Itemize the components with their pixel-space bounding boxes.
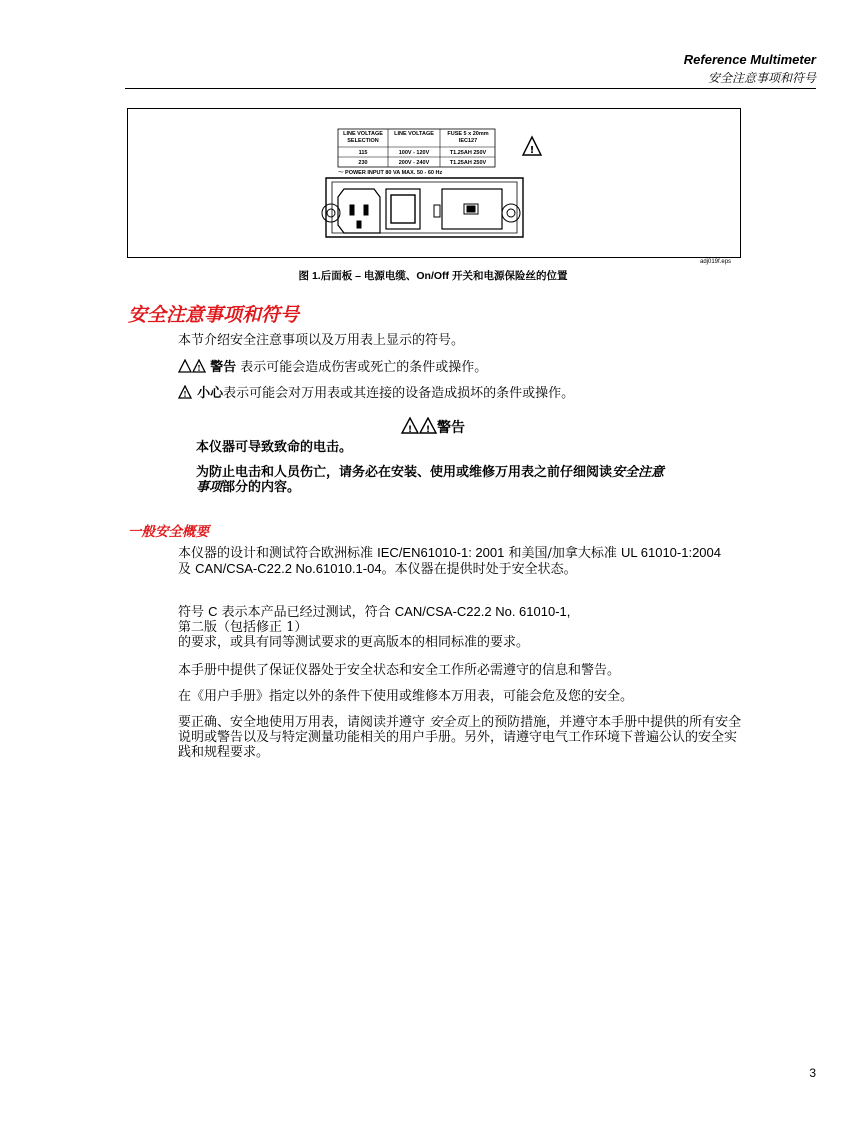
table-cell: 230 bbox=[358, 160, 368, 166]
text-run: 表示本产品已经过测试，符合 bbox=[217, 605, 395, 620]
text-run: 本仪器的设计和测试符合欧洲标准 bbox=[178, 546, 378, 561]
table-cell: 100V - 120V bbox=[398, 150, 430, 156]
standard-csa: CAN/CSA-C22.2 No.61010.1-04 bbox=[195, 561, 382, 576]
standard-csa: CAN/CSA-C22.2 No. 61010-1, bbox=[394, 604, 571, 619]
text-run: 的要求，或具有同等测试要求的更高版本的相同标准的要求。 bbox=[178, 635, 530, 650]
safety-page-emphasis: 安全页 bbox=[429, 715, 469, 730]
table-cell: 115 bbox=[358, 150, 368, 156]
power-entry-module bbox=[322, 178, 523, 237]
text-run: 第二版（包括修正 1） bbox=[178, 620, 308, 635]
svg-text:!: ! bbox=[425, 425, 431, 434]
table-cell: T1.25AH 250V bbox=[449, 160, 487, 166]
table-header-selection-2: SELECTION bbox=[347, 138, 379, 144]
warning-block-title-text: 警告 bbox=[437, 420, 465, 436]
text-run: 上的预防措施，并遵守本手册中提供的所有安全说明或警告以及与特定测量功能相关的用户手册。另外，请遵守电气工作环境下普遍公认的安全实践和规程要求。 bbox=[178, 715, 742, 760]
svg-text:!: ! bbox=[529, 145, 535, 156]
figure-caption: 图 1.后面板 – 电源电缆、On/Off 开关和电源保险丝的位置 bbox=[298, 270, 568, 282]
warning-block-title bbox=[0, 417, 866, 437]
table-header-fuse-2: IEC127 bbox=[458, 138, 478, 144]
warning-triangle-icon bbox=[523, 137, 541, 156]
svg-text:!: ! bbox=[183, 389, 187, 399]
paragraph-manual-info: 本手册中提供了保证仪器处于安全状态和安全工作所必需遵守的信息和警告。 bbox=[178, 663, 621, 678]
text-run: 符号 bbox=[178, 605, 209, 620]
subsection-title: 一般安全概要 bbox=[128, 524, 209, 540]
warning-line-2 bbox=[196, 465, 676, 495]
table-header-fuse: FUSE 5 x 20mm bbox=[447, 131, 489, 137]
text-run: 和美国/加拿大标准 bbox=[504, 546, 621, 561]
table-header-voltage: LINE VOLTAGE bbox=[394, 131, 434, 137]
text-run: 要正确、安全地使用万用表，请阅读并遵守 bbox=[178, 715, 430, 730]
warning-definition bbox=[178, 359, 748, 375]
running-header-title: Reference Multimeter bbox=[683, 52, 816, 67]
section-title: 安全注意事项和符号 bbox=[128, 304, 300, 326]
section-intro: 本节介绍安全注意事项以及万用表上显示的符号。 bbox=[178, 333, 465, 348]
page-number: 3 bbox=[809, 1066, 816, 1080]
standard-ul: UL 61010-1:2004 bbox=[621, 545, 721, 560]
csa-symbol: C bbox=[208, 604, 218, 619]
warning-label: 警告 bbox=[210, 360, 237, 375]
warning-line-2-text: 为防止电击和人员伤亡，请务必在安装、使用或维修万用表之前仔细阅读 bbox=[196, 465, 613, 480]
double-warning-triangle-icon bbox=[401, 417, 437, 434]
running-header-subtitle: 安全注意事项和符号 bbox=[707, 71, 816, 85]
power-input-label: ～ POWER INPUT 80 VA MAX. 50 - 60 Hz bbox=[338, 170, 443, 176]
table-cell: 200V - 240V bbox=[398, 160, 430, 166]
rear-panel-drawing bbox=[128, 109, 740, 257]
warning-line-1: 本仪器可导致致命的电击。 bbox=[196, 440, 353, 455]
paragraph-user-manual: 在《用户手册》指定以外的条件下使用或维修本万用表，可能会危及您的安全。 bbox=[178, 689, 634, 704]
caution-triangle-icon bbox=[178, 385, 193, 399]
header-divider bbox=[125, 88, 816, 89]
text-run: 及 bbox=[178, 562, 196, 577]
standard-iec: IEC/EN61010-1: 2001 bbox=[377, 545, 505, 560]
figure-reference: adj019f.eps bbox=[700, 259, 732, 265]
caution-definition-text: 表示可能会对万用表或其连接的设备造成损坏的条件或操作。 bbox=[223, 386, 575, 401]
svg-text:!: ! bbox=[407, 425, 413, 434]
warning-line-2-tail: 部分的内容。 bbox=[222, 480, 301, 495]
double-warning-triangle-icon bbox=[178, 359, 206, 373]
paragraph-standards bbox=[178, 545, 738, 577]
text-run: 。本仪器在提供时处于安全状态。 bbox=[381, 562, 577, 577]
warning-line-2-emphasis: 安全注意事项 bbox=[196, 465, 665, 495]
paragraph-safe-use bbox=[178, 715, 743, 760]
caution-label: 小心 bbox=[197, 386, 224, 401]
table-header-selection: LINE VOLTAGE bbox=[343, 131, 383, 137]
caution-definition bbox=[178, 385, 748, 401]
svg-text:!: ! bbox=[197, 363, 201, 373]
table-cell: T1.25AH 250V bbox=[449, 150, 487, 156]
rear-panel-figure bbox=[127, 108, 741, 258]
paragraph-symbol bbox=[178, 604, 738, 650]
warning-definition-text: 表示可能会造成伤害或死亡的条件或操作。 bbox=[236, 360, 488, 375]
